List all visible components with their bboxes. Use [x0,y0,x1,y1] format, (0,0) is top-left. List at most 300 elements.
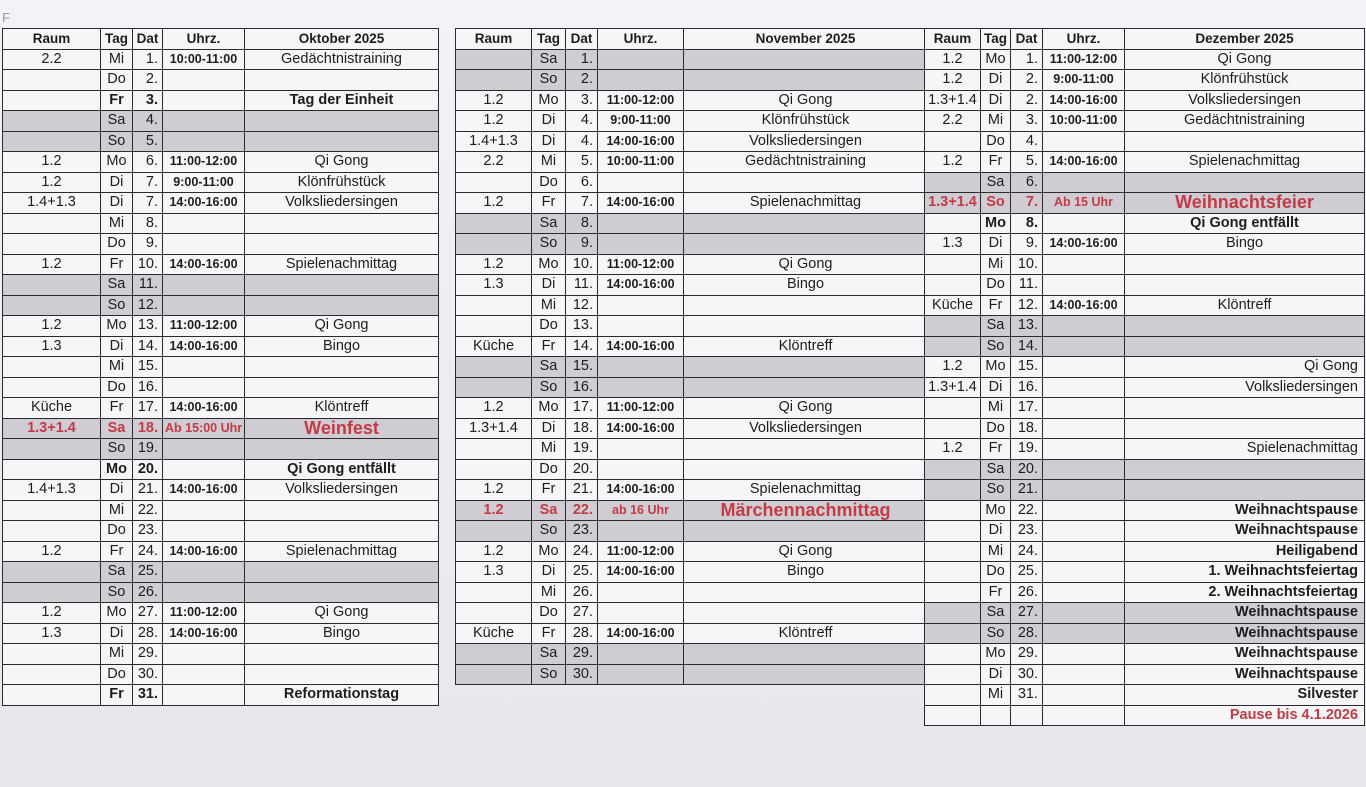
weekday-cell: Sa [532,213,566,234]
table-row [925,275,1365,296]
time-cell [163,275,245,296]
room-cell: 1.2 [456,193,532,214]
table-row [456,582,928,603]
date-cell: 23. [566,521,598,542]
column-header-raum: Raum [925,29,981,50]
event-cell [245,377,439,398]
date-cell: 13. [1011,316,1043,337]
weekday-cell: Mo [101,459,133,480]
weekday-cell: Do [981,131,1011,152]
table-row [456,664,928,685]
time-cell [163,90,245,111]
weekday-cell: So [101,439,133,460]
event-cell [1125,480,1365,501]
event-cell: Qi Gong [684,254,928,275]
table-row [456,152,928,173]
room-cell [3,500,101,521]
event-cell [684,439,928,460]
event-cell: Volksliedersingen [1125,377,1365,398]
date-cell: 4. [566,131,598,152]
table-row [456,377,928,398]
table-row [456,562,928,583]
time-cell [598,459,684,480]
table-row [925,357,1365,378]
event-cell [245,131,439,152]
event-cell: Weihnachtspause [1125,623,1365,644]
table-row [3,254,439,275]
weekday-cell: Sa [981,316,1011,337]
time-cell [1043,459,1125,480]
weekday-cell: Do [981,275,1011,296]
column-header-tag: Tag [532,29,566,50]
table-row [3,111,439,132]
room-cell: 1.3 [3,623,101,644]
weekday-cell: Di [101,193,133,214]
time-cell [1043,664,1125,685]
footer-empty-cell [981,705,1011,726]
event-cell: Weihnachtspause [1125,664,1365,685]
date-cell: 9. [133,234,163,255]
date-cell: 21. [1011,480,1043,501]
weekday-cell: Di [532,418,566,439]
footer-empty-cell [1011,705,1043,726]
time-cell [1043,521,1125,542]
footer-note: Pause bis 4.1.2026 [1125,705,1365,726]
weekday-cell: Mo [981,357,1011,378]
table-row [456,213,928,234]
date-cell: 19. [566,439,598,460]
weekday-cell: Di [101,480,133,501]
event-cell: Spielenachmittag [684,480,928,501]
table-row [3,172,439,193]
table-row [925,623,1365,644]
date-cell: 6. [1011,172,1043,193]
table-row [925,234,1365,255]
date-cell: 28. [1011,623,1043,644]
edge-mark: F [2,10,10,25]
time-cell [163,582,245,603]
table-row [456,275,928,296]
date-cell: 19. [1011,439,1043,460]
date-cell: 7. [566,193,598,214]
weekday-cell: Sa [101,275,133,296]
weekday-cell: Do [101,664,133,685]
table-row [3,377,439,398]
time-cell [1043,582,1125,603]
weekday-cell: So [532,234,566,255]
time-cell [1043,336,1125,357]
event-cell: Gedächtnistraining [1125,111,1365,132]
time-cell [598,234,684,255]
weekday-cell: Do [532,316,566,337]
date-cell: 4. [566,111,598,132]
table-row [456,111,928,132]
weekday-cell: Fr [101,398,133,419]
event-cell [684,70,928,91]
weekday-cell: Do [532,603,566,624]
time-cell: 10:00-11:00 [598,152,684,173]
table-row [3,357,439,378]
room-cell [3,644,101,665]
event-cell: Volksliedersingen [1125,90,1365,111]
room-cell [925,644,981,665]
room-cell: 1.3+1.4 [925,193,981,214]
event-cell: Klöntreff [245,398,439,419]
event-cell: Weihnachtspause [1125,521,1365,542]
time-cell [1043,316,1125,337]
event-cell [245,234,439,255]
weekday-cell: Di [101,336,133,357]
table-row [925,398,1365,419]
date-cell: 25. [566,562,598,583]
calendar-october [2,28,439,706]
column-header-tag: Tag [101,29,133,50]
date-cell: 27. [1011,603,1043,624]
weekday-cell: Mo [532,90,566,111]
table-row [3,582,439,603]
date-cell: 7. [1011,193,1043,214]
room-cell [3,295,101,316]
event-cell: Spielenachmittag [1125,152,1365,173]
weekday-cell: Di [532,562,566,583]
room-cell [456,70,532,91]
date-cell: 29. [566,644,598,665]
date-cell: 22. [566,500,598,521]
event-cell [1125,418,1365,439]
weekday-cell: Mo [981,49,1011,70]
room-cell: 1.3 [456,275,532,296]
time-cell: 14:00-16:00 [163,254,245,275]
weekday-cell: Fr [981,439,1011,460]
event-cell: Volksliedersingen [245,480,439,501]
table-row [925,439,1365,460]
table-row [456,295,928,316]
calendar-december [924,28,1365,726]
event-cell: Volksliedersingen [684,418,928,439]
weekday-cell: Fr [532,193,566,214]
event-cell [684,316,928,337]
table-row [925,172,1365,193]
date-cell: 16. [133,377,163,398]
room-cell: Küche [3,398,101,419]
weekday-cell: Fr [101,90,133,111]
table-row [3,152,439,173]
weekday-cell: Mi [532,439,566,460]
room-cell [3,357,101,378]
room-cell: 1.3 [925,234,981,255]
table-row [925,685,1365,706]
time-cell [163,562,245,583]
weekday-cell: Sa [532,49,566,70]
event-cell: Spielenachmittag [245,541,439,562]
event-cell: Qi Gong [1125,357,1365,378]
date-cell: 15. [566,357,598,378]
date-cell: 18. [133,418,163,439]
month-title: Dezember 2025 [1125,29,1365,50]
date-cell: 1. [566,49,598,70]
event-cell: Weihnachtspause [1125,500,1365,521]
time-cell [1043,562,1125,583]
time-cell [598,213,684,234]
event-cell: Weihnachtspause [1125,644,1365,665]
table-row [456,357,928,378]
table-row [925,316,1365,337]
time-cell: 14:00-16:00 [598,131,684,152]
time-cell: 14:00-16:00 [598,418,684,439]
time-cell: 11:00-12:00 [1043,49,1125,70]
table-row [3,459,439,480]
room-cell [925,418,981,439]
room-cell [3,234,101,255]
date-cell: 26. [566,582,598,603]
room-cell [456,316,532,337]
date-cell: 12. [133,295,163,316]
weekday-cell: Mo [101,316,133,337]
room-cell [3,439,101,460]
event-cell: Klönfrühstück [245,172,439,193]
time-cell [1043,254,1125,275]
date-cell: 12. [1011,295,1043,316]
date-cell: 17. [566,398,598,419]
weekday-cell: Di [101,623,133,644]
date-cell: 23. [133,521,163,542]
time-cell: 14:00-16:00 [1043,152,1125,173]
event-cell: Klöntreff [684,336,928,357]
event-cell [1125,275,1365,296]
event-cell: Volksliedersingen [245,193,439,214]
time-cell [598,70,684,91]
date-cell: 3. [1011,111,1043,132]
table-row [3,336,439,357]
room-cell [925,603,981,624]
room-cell: 1.3+1.4 [925,377,981,398]
weekday-cell: So [532,377,566,398]
room-cell [456,377,532,398]
time-cell: 14:00-16:00 [1043,234,1125,255]
table-row [3,316,439,337]
weekday-cell: Sa [981,172,1011,193]
header-row [925,29,1365,50]
date-cell: 18. [1011,418,1043,439]
time-cell: 9:00-11:00 [598,111,684,132]
footer-empty-cell [1043,705,1125,726]
event-cell: Bingo [245,336,439,357]
event-cell: Klönfrühstück [684,111,928,132]
table-row [456,234,928,255]
room-cell [3,70,101,91]
time-cell [1043,377,1125,398]
table-row [925,131,1365,152]
room-cell [456,213,532,234]
time-cell [598,603,684,624]
weekday-cell: Di [981,377,1011,398]
event-cell: Spielenachmittag [245,254,439,275]
date-cell: 5. [566,152,598,173]
table-row [456,336,928,357]
table-row [456,49,928,70]
weekday-cell: Mo [981,500,1011,521]
date-cell: 7. [133,172,163,193]
room-cell: 1.2 [925,70,981,91]
event-cell: Heiligabend [1125,541,1365,562]
weekday-cell: So [981,193,1011,214]
table-row [925,152,1365,173]
weekday-cell: So [981,480,1011,501]
date-cell: 5. [133,131,163,152]
table-row [456,521,928,542]
table-row [3,623,439,644]
event-cell: Qi Gong [245,152,439,173]
event-cell [684,295,928,316]
date-cell: 24. [1011,541,1043,562]
room-cell: 1.3+1.4 [925,90,981,111]
date-cell: 26. [133,582,163,603]
room-cell [456,357,532,378]
weekday-cell: Mi [101,500,133,521]
time-cell [598,664,684,685]
date-cell: 10. [1011,254,1043,275]
weekday-cell: Di [101,172,133,193]
table-row [456,418,928,439]
date-cell: 10. [566,254,598,275]
date-cell: 28. [133,623,163,644]
weekday-cell: Di [981,664,1011,685]
time-cell [163,377,245,398]
weekday-cell: Mi [101,357,133,378]
room-cell: 1.2 [3,152,101,173]
room-cell: 1.2 [3,316,101,337]
date-cell: 8. [1011,213,1043,234]
room-cell [3,459,101,480]
event-cell [245,275,439,296]
room-cell: 1.2 [456,111,532,132]
room-cell [456,295,532,316]
time-cell: 10:00-11:00 [163,49,245,70]
table-row [925,193,1365,214]
table-row [925,480,1365,501]
weekday-cell: So [101,131,133,152]
event-cell: Märchennachmittag [684,500,928,521]
date-cell: 23. [1011,521,1043,542]
room-cell [925,336,981,357]
weekday-cell: Mo [981,644,1011,665]
date-cell: 22. [1011,500,1043,521]
table-row [456,439,928,460]
weekday-cell: Di [981,90,1011,111]
event-cell [684,521,928,542]
event-cell [684,582,928,603]
weekday-cell: So [981,336,1011,357]
date-cell: 2. [566,70,598,91]
time-cell: 14:00-16:00 [163,480,245,501]
table-row [3,418,439,439]
event-cell: Qi Gong [684,541,928,562]
date-cell: 14. [1011,336,1043,357]
event-cell: Tag der Einheit [245,90,439,111]
date-cell: 5. [1011,152,1043,173]
weekday-cell: Do [532,172,566,193]
room-cell: 2.2 [456,152,532,173]
date-cell: 6. [133,152,163,173]
table-row [925,418,1365,439]
room-cell [925,398,981,419]
date-cell: 3. [133,90,163,111]
weekday-cell: Fr [101,254,133,275]
weekday-cell: So [981,623,1011,644]
weekday-cell: Fr [981,152,1011,173]
table-row [456,644,928,665]
date-cell: 10. [133,254,163,275]
event-cell: Bingo [684,275,928,296]
weekday-cell: Mo [101,152,133,173]
date-cell: 6. [566,172,598,193]
date-cell: 18. [566,418,598,439]
table-row [3,541,439,562]
date-cell: 28. [566,623,598,644]
time-cell: 11:00-12:00 [163,316,245,337]
table-row [456,316,928,337]
weekday-cell: Mi [981,541,1011,562]
column-header-uhr: Uhrz. [1043,29,1125,50]
room-cell: 1.2 [456,254,532,275]
time-cell: 14:00-16:00 [1043,90,1125,111]
time-cell [163,111,245,132]
time-cell [163,439,245,460]
date-cell: 21. [566,480,598,501]
table-row [456,254,928,275]
time-cell [1043,357,1125,378]
event-cell: Weihnachtsfeier [1125,193,1365,214]
table-row [456,541,928,562]
date-cell: 17. [1011,398,1043,419]
weekday-cell: Sa [532,357,566,378]
room-cell: 1.2 [456,500,532,521]
table-row [456,70,928,91]
event-cell: Qi Gong [245,603,439,624]
room-cell [925,500,981,521]
table-row [456,623,928,644]
event-cell: 2. Weihnachtsfeiertag [1125,582,1365,603]
date-cell: 11. [133,275,163,296]
date-cell: 27. [133,603,163,624]
weekday-cell: Mo [532,254,566,275]
date-cell: 16. [1011,377,1043,398]
weekday-cell: Mi [981,254,1011,275]
table-row [456,398,928,419]
weekday-cell: Mi [981,111,1011,132]
date-cell: 1. [1011,49,1043,70]
room-cell [456,603,532,624]
weekday-cell: So [532,664,566,685]
date-cell: 15. [1011,357,1043,378]
date-cell: 20. [1011,459,1043,480]
weekday-cell: Do [532,459,566,480]
room-cell [925,562,981,583]
date-cell: 2. [1011,70,1043,91]
time-cell: ab 16 Uhr [598,500,684,521]
room-cell: 1.2 [3,541,101,562]
room-cell: 1.3+1.4 [3,418,101,439]
table-row [3,234,439,255]
time-cell: Ab 15 Uhr [1043,193,1125,214]
time-cell [163,234,245,255]
weekday-cell: Do [101,377,133,398]
table-row [456,480,928,501]
table-row [456,193,928,214]
time-cell [1043,685,1125,706]
event-cell: Bingo [245,623,439,644]
table-row [925,582,1365,603]
